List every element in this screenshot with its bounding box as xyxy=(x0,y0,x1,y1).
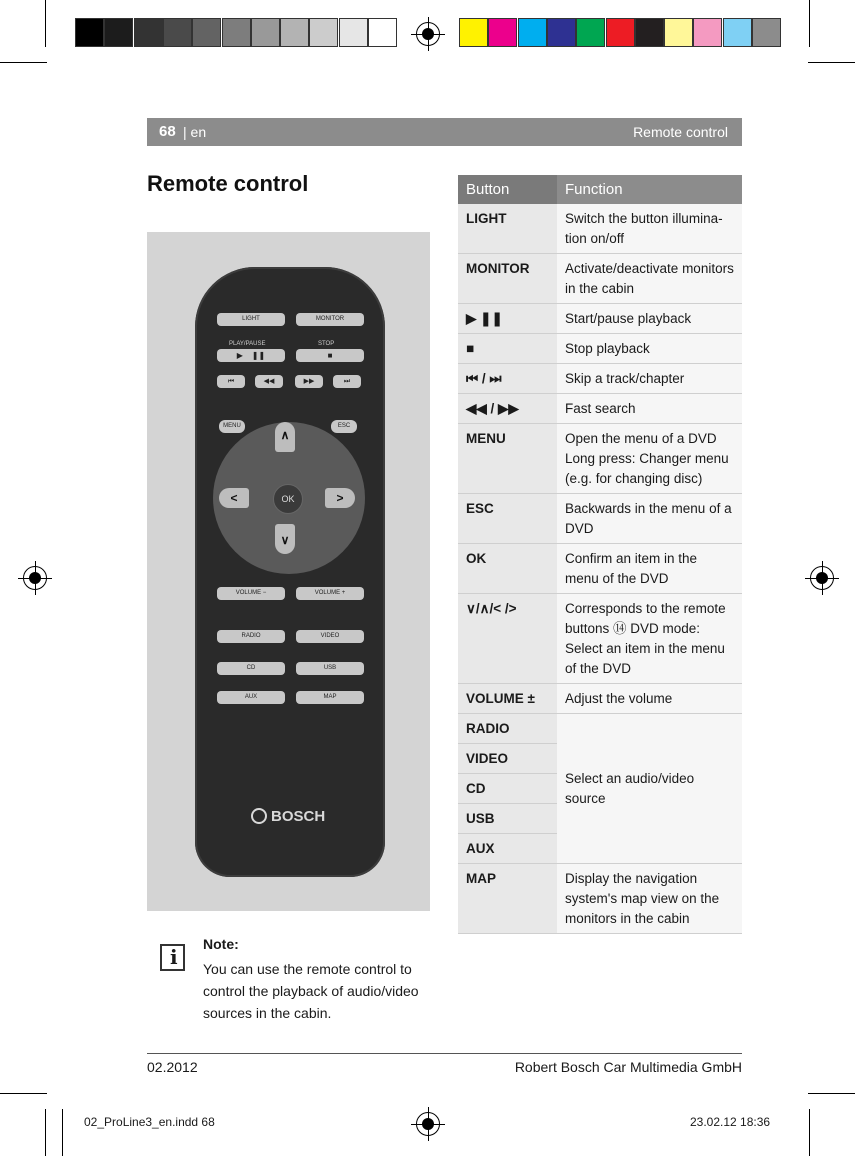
color-swatch xyxy=(518,18,547,47)
table-row xyxy=(458,494,742,544)
button-cell: VIDEO xyxy=(458,744,557,774)
button-cell: MAP xyxy=(458,864,557,934)
table-row xyxy=(458,394,742,424)
button-cell: ESC xyxy=(458,494,557,544)
button-cell: USB xyxy=(458,804,557,834)
table-row xyxy=(458,334,742,364)
remote-body xyxy=(195,267,385,877)
table-row xyxy=(458,864,742,934)
table-row xyxy=(458,304,742,334)
function-cell: Select an audio/video source xyxy=(557,714,742,864)
table-body xyxy=(458,204,742,934)
color-swatch xyxy=(723,18,752,47)
color-swatch xyxy=(606,18,635,47)
color-swatch xyxy=(547,18,576,47)
remote-down-button: ∨ xyxy=(275,524,295,554)
crop-mark xyxy=(808,1093,855,1094)
remote-stop-button: ■ xyxy=(296,349,364,362)
button-cell: ⏮ / ⏭ xyxy=(458,364,557,394)
gray-swatch xyxy=(251,18,280,47)
button-cell: MENU xyxy=(458,424,557,494)
slug-date: 23.02.12 18:36 xyxy=(690,1115,771,1129)
table-header-row xyxy=(458,175,742,204)
remote-esc-button: ESC xyxy=(331,420,357,433)
remote-volume-minus-button: VOLUME − xyxy=(217,587,285,600)
remote-rewind-button: ◀◀ xyxy=(255,375,283,388)
remote-left-button: < xyxy=(219,488,249,508)
button-cell: VOLUME ± xyxy=(458,684,557,714)
color-swatch xyxy=(576,18,605,47)
remote-up-button: ∧ xyxy=(275,422,295,452)
button-function-table xyxy=(458,175,742,934)
function-cell: Adjust the volume xyxy=(557,684,742,714)
function-cell: Confirm an item in the menu of the DVD xyxy=(557,544,742,594)
remote-skip-back-button: ⏮ xyxy=(217,375,245,388)
remote-radio-button: RADIO xyxy=(217,630,285,643)
remote-cd-button: CD xyxy=(217,662,285,675)
bosch-logo-icon xyxy=(251,808,267,824)
button-cell: MONITOR xyxy=(458,254,557,304)
table-row xyxy=(458,544,742,594)
function-cell: Skip a track/chapter xyxy=(557,364,742,394)
color-swatch xyxy=(635,18,664,47)
remote-play-pause-button: ▶ ❚❚ xyxy=(217,349,285,362)
button-cell: ■ xyxy=(458,334,557,364)
function-cell: Switch the button illumina-tion on/off xyxy=(557,204,742,254)
section-title: Remote control xyxy=(633,124,728,140)
color-swatch xyxy=(664,18,693,47)
function-cell: Open the menu of a DVD Long press: Changer menu (e.g. for changing disc) xyxy=(557,424,742,494)
registration-mark-icon xyxy=(23,566,47,590)
button-cell: ▶ ❚❚ xyxy=(458,304,557,334)
function-cell: Display the navigation system's map view on the monitors in the cabin xyxy=(557,864,742,934)
page-header xyxy=(147,118,742,146)
remote-right-button: > xyxy=(325,488,355,508)
crop-mark xyxy=(809,1109,810,1156)
remote-light-button: LIGHT xyxy=(217,313,285,326)
page-title: Remote control xyxy=(147,171,309,196)
remote-skip-forward-button: ⏭ xyxy=(333,375,361,388)
gray-swatch xyxy=(192,18,221,47)
footer-date: 02.2012 xyxy=(147,1059,198,1075)
table-row xyxy=(458,424,742,494)
remote-aux-button: AUX xyxy=(217,691,285,704)
function-cell: Corresponds to the remote buttons ⑭ DVD mode: Select an item in the menu of the DVD xyxy=(557,594,742,684)
registration-mark-icon xyxy=(416,22,440,46)
remote-monitor-button: MONITOR xyxy=(296,313,364,326)
remote-brand-label: BOSCH xyxy=(271,808,326,825)
remote-control-photo xyxy=(147,232,430,911)
table-row xyxy=(458,594,742,684)
table-row xyxy=(458,684,742,714)
note-heading: Note: xyxy=(203,936,239,952)
table-row xyxy=(458,714,742,744)
button-cell: LIGHT xyxy=(458,204,557,254)
color-swatch xyxy=(488,18,517,47)
page-number: 68 xyxy=(159,123,176,140)
column-header-button: Button xyxy=(458,175,557,204)
note-text: You can use the remote control to control the playback of audio/video sources in the cabin. xyxy=(203,961,419,1021)
button-cell: ∨/∧/< /> xyxy=(458,594,557,684)
slug-file: 02_ProLine3_en.indd 68 xyxy=(84,1115,215,1129)
button-cell: RADIO xyxy=(458,714,557,744)
gray-swatch xyxy=(222,18,251,47)
remote-usb-button: USB xyxy=(296,662,364,675)
gray-swatch xyxy=(309,18,338,47)
table-row xyxy=(458,364,742,394)
button-cell: ◀◀ / ▶▶ xyxy=(458,394,557,424)
registration-mark-icon xyxy=(810,566,834,590)
gray-swatch xyxy=(104,18,133,47)
gray-swatch xyxy=(163,18,192,47)
remote-menu-button: MENU xyxy=(219,420,245,433)
remote-ok-button: OK xyxy=(273,484,303,514)
crop-mark xyxy=(808,62,855,63)
table-row xyxy=(458,254,742,304)
gray-swatch xyxy=(75,18,104,47)
function-cell: Fast search xyxy=(557,394,742,424)
footer-divider xyxy=(147,1053,742,1054)
page-language: | en xyxy=(183,124,207,140)
gray-swatch xyxy=(368,18,397,47)
remote-stop-label: STOP xyxy=(318,341,335,347)
footer-company: Robert Bosch Car Multimedia GmbH xyxy=(514,1059,742,1075)
color-swatch xyxy=(459,18,488,47)
gray-swatch xyxy=(134,18,163,47)
function-cell: Start/pause playback xyxy=(557,304,742,334)
gray-swatch xyxy=(339,18,368,47)
gray-swatch xyxy=(280,18,309,47)
button-cell: OK xyxy=(458,544,557,594)
remote-video-button: VIDEO xyxy=(296,630,364,643)
remote-map-button: MAP xyxy=(296,691,364,704)
remote-forward-button: ▶▶ xyxy=(295,375,323,388)
button-cell: AUX xyxy=(458,834,557,864)
button-cell: CD xyxy=(458,774,557,804)
crop-mark xyxy=(809,0,810,47)
remote-volume-plus-button: VOLUME + xyxy=(296,587,364,600)
crop-mark xyxy=(45,0,46,47)
crop-mark xyxy=(62,1109,63,1156)
crop-mark xyxy=(45,1109,46,1156)
language-label: en xyxy=(190,124,207,140)
color-swatch xyxy=(693,18,722,47)
color-swatch xyxy=(752,18,781,47)
function-cell: Backwards in the menu of a DVD xyxy=(557,494,742,544)
table-row xyxy=(458,204,742,254)
column-header-function: Function xyxy=(557,175,742,204)
registration-mark-icon xyxy=(416,1112,440,1136)
crop-mark xyxy=(0,1093,47,1094)
function-cell: Stop playback xyxy=(557,334,742,364)
info-icon: i xyxy=(160,944,185,971)
function-cell: Activate/deactivate monitors in the cabin xyxy=(557,254,742,304)
remote-play-pause-label: PLAY/PAUSE xyxy=(229,341,266,347)
crop-mark xyxy=(0,62,47,63)
